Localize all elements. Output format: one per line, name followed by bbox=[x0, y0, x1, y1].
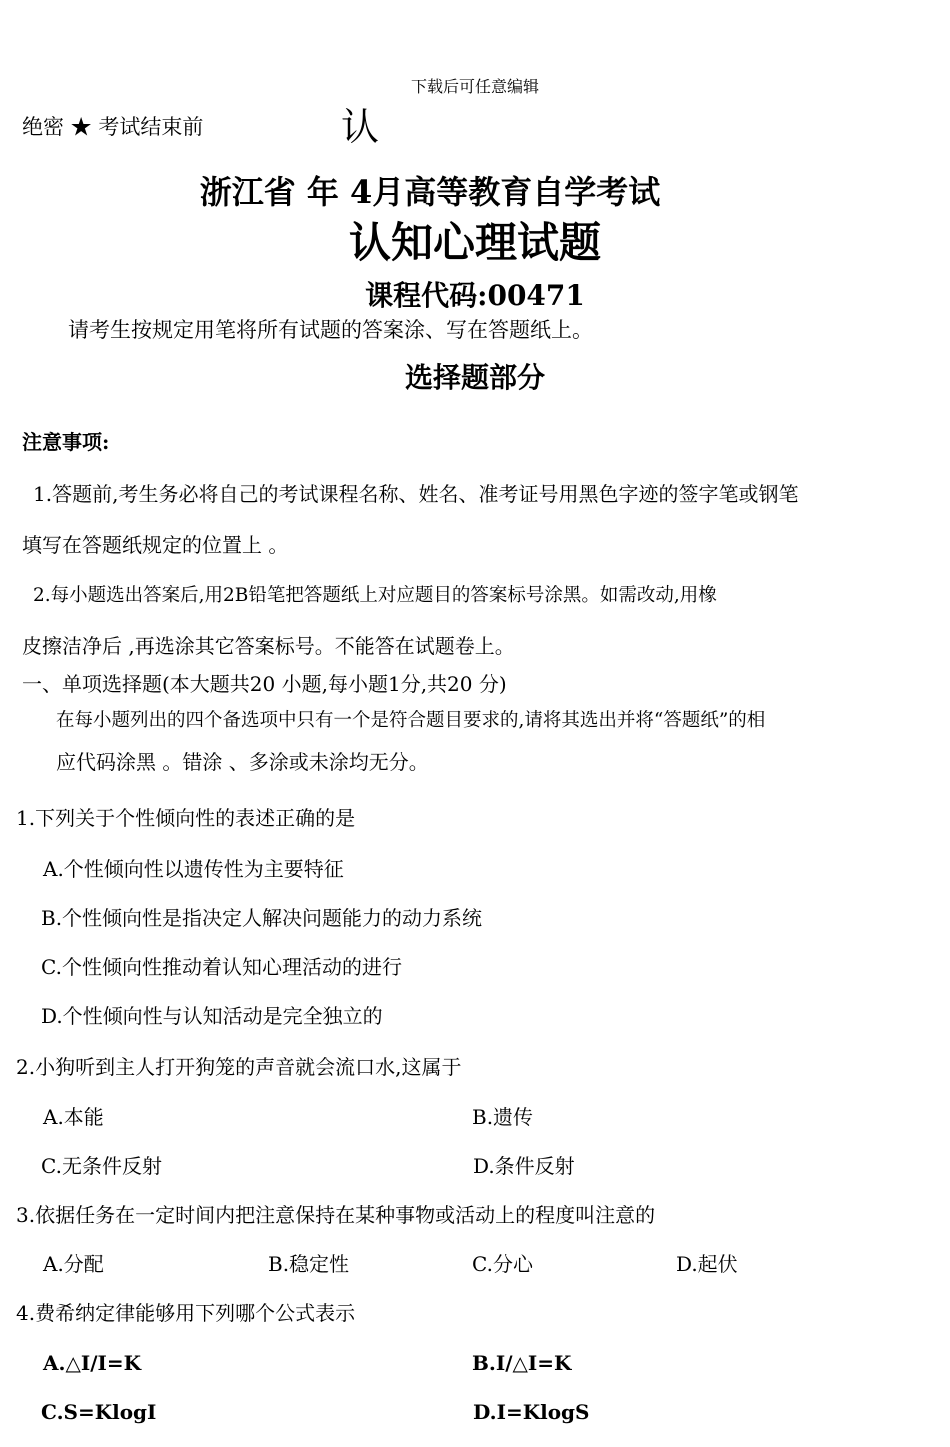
part-one-heading: 一、单项选择题(本大题共20 小题,每小题1分,共20 分) bbox=[22, 672, 507, 696]
question-2-option-c: C.无条件反射 bbox=[41, 1154, 162, 1178]
part-one-desc-line-2: 应代码涂黑 。错涂 、多涂或未涂均无分。 bbox=[56, 750, 429, 774]
course-code: 课程代码:00471 bbox=[365, 279, 585, 312]
question-3-option-d: D.起伏 bbox=[676, 1252, 738, 1276]
question-3-option-a: A.分配 bbox=[43, 1252, 104, 1276]
question-2-option-d: D.条件反射 bbox=[473, 1154, 575, 1178]
question-4-stem: 4.费希纳定律能够用下列哪个公式表示 bbox=[16, 1301, 356, 1325]
question-3-stem: 3.依据任务在一定时间内把注意保持在某种事物或活动上的程度叫注意的 bbox=[16, 1203, 656, 1227]
notes-heading: 注意事项: bbox=[22, 430, 110, 454]
subject-title: 认知心理试题 bbox=[348, 218, 601, 267]
question-1-stem: 1.下列关于个性倾向性的表述正确的是 bbox=[16, 806, 356, 830]
question-1-option-b: B.个性倾向性是指决定人解决问题能力的动力系统 bbox=[41, 906, 483, 930]
question-3-option-b: B.稳定性 bbox=[268, 1252, 350, 1276]
question-3-option-c: C.分心 bbox=[472, 1252, 533, 1276]
section-heading: 选择题部分 bbox=[404, 361, 545, 394]
answer-instruction: 请考生按规定用笔将所有试题的答案涂、写在答题纸上。 bbox=[68, 318, 593, 342]
question-2-stem: 2.小狗听到主人打开狗笼的声音就会流口水,这属于 bbox=[16, 1055, 462, 1079]
part-one-desc-line-1: 在每小题列出的四个备选项中只有一个是符合题目要求的,请将其选出并将“答题纸”的相 bbox=[56, 710, 766, 731]
question-1-option-c: C.个性倾向性推动着认知心理活动的进行 bbox=[41, 955, 402, 979]
question-2-option-b: B.遗传 bbox=[472, 1105, 534, 1129]
secret-mark: 绝密 ★ 考试结束前 bbox=[22, 115, 204, 139]
question-1-option-d: D.个性倾向性与认知活动是完全独立的 bbox=[41, 1004, 383, 1028]
question-4-option-c: C.S=KlogI bbox=[41, 1400, 157, 1424]
question-1-option-a: A.个性倾向性以遗传性为主要特征 bbox=[43, 857, 344, 881]
question-2-option-a: A.本能 bbox=[43, 1105, 104, 1129]
download-note: 下载后可任意编辑 bbox=[410, 77, 539, 96]
exam-title: 浙江省 年 4月高等教育自学考试 bbox=[199, 173, 661, 211]
question-4-option-d: D.I=KlogS bbox=[473, 1400, 590, 1424]
question-4-option-b: B.I/△I=K bbox=[472, 1351, 572, 1375]
question-4-option-a: A.△I/I=K bbox=[43, 1351, 142, 1375]
note-2-line-1: 2.每小题选出答案后,用2B铅笔把答题纸上对应题目的答案标号涂黑。如需改动,用橡 bbox=[33, 585, 717, 606]
stray-character: 认 bbox=[341, 105, 380, 149]
note-1-line-1: 1.答题前,考生务必将自己的考试课程名称、姓名、准考证号用黑色字迹的签字笔或钢笔 bbox=[33, 482, 799, 506]
note-1-line-2: 填写在答题纸规定的位置上 。 bbox=[22, 533, 289, 557]
note-2-line-2: 皮擦洁净后 ,再选涂其它答案标号。不能答在试题卷上。 bbox=[22, 634, 515, 658]
